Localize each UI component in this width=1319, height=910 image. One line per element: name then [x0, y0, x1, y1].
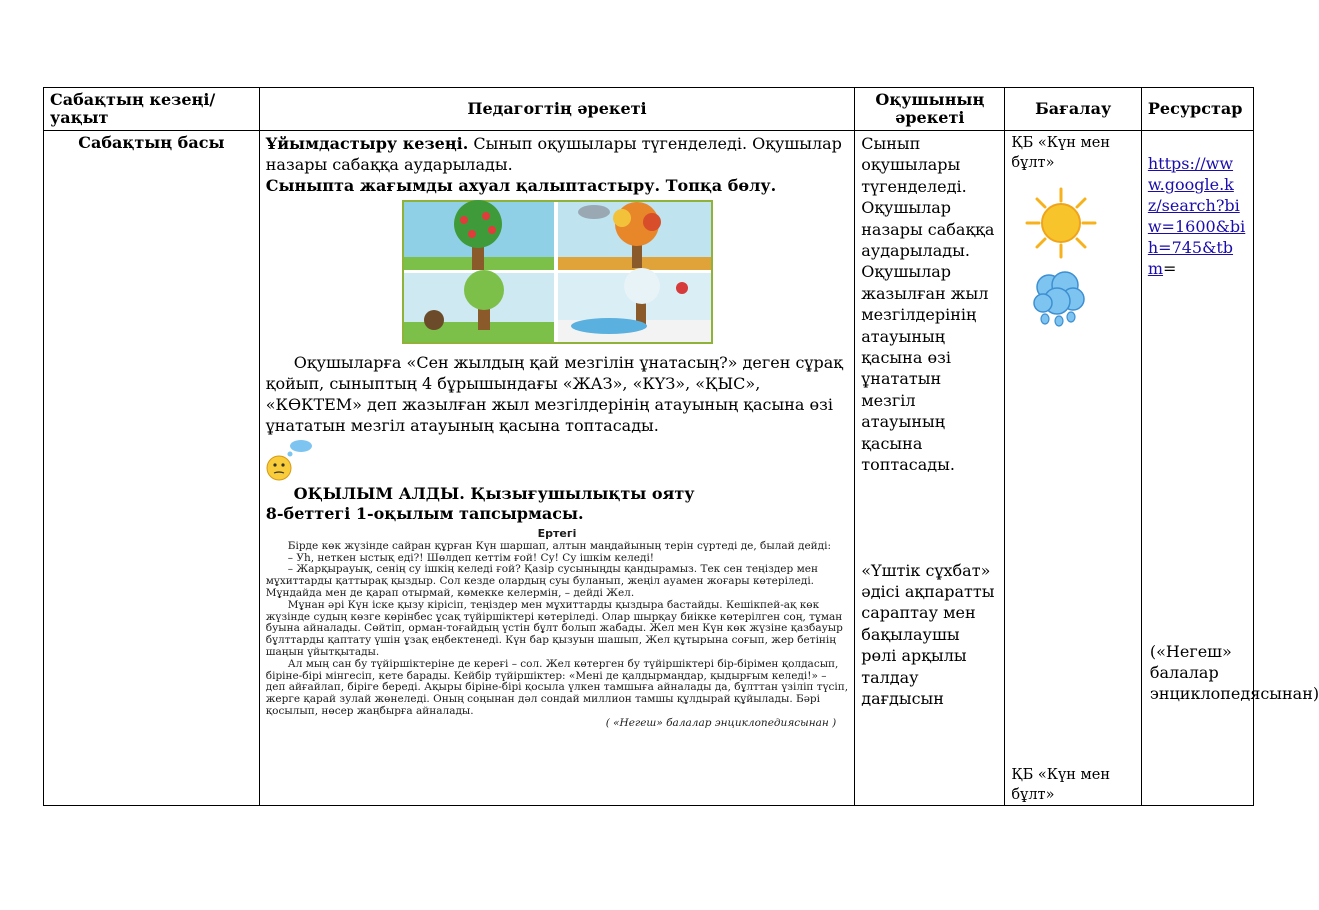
seasons-collage-image: [402, 200, 713, 344]
cloud-icon: [1031, 269, 1087, 327]
assessment-bottom: ҚБ «Күн мен бұлт»: [1011, 767, 1110, 803]
header-teacher: Педагогтің әрекеті: [259, 88, 854, 131]
instruction-text: Оқушыларға «Сен жылдың қай мезгілін ұнатасың?» деген сұрақ қойып, сыныптың 4 бұрышындағы «ЖАЗ», «КҮЗ», «ҚЫС», «КӨКТЕМ» деп жазылған жыл мезгілдерінің атауының қасына өзі ұнататын мезгіл атауының қасына топтасады.: [265, 353, 843, 435]
excerpt-line: Ал мың сан бу түйіршіктеріне де кереғі – сол. Жел көтерген бу түйіршіктері бір-бірімен қолдасып, біріне-бірі мінгесіп, кете барады. Кейбір түйіршіктер: «Мені де қалдырмаңдар, қыдырғым келеді!» – деп айғайлап, біріге береді. Ақыры біріне-бірі қосыла үлкен тамшыға айналады да, бұлттан үзіліп түсіп, жерге қарай зулай жөнеледі. Оның соңынан дәл сондай миллион тамшы құлдырай құйылады. Бәрі қосылып, нөсер жаңбырға айналады.: [265, 657, 849, 717]
resource-link-block: [1148, 153, 1247, 279]
excerpt-source: ( «Негеш» балалар энциклопедиясынан ): [605, 716, 837, 729]
student-text-1: Сынып оқушылары түгенделеді. Оқушылар назары сабаққа аударылады. Оқушылар жазылған жыл мезгілдерінің атауының қасына өзі ұнататын мезгіл атауының қасына топтасады.: [861, 134, 995, 475]
lesson-plan-table: [43, 87, 1319, 806]
thinking-block: [266, 438, 848, 484]
excerpt-title: Ертегі: [537, 527, 577, 540]
text-excerpt-image: [266, 528, 848, 730]
student-text-2: «Үштік сұхбат» әдісі ақпаратты сараптау мен бақылаушы рөлі арқылы талдау дағдысын: [861, 560, 995, 708]
teacher-cell: [259, 131, 854, 806]
assessment-cell: [1005, 131, 1141, 806]
reading-title: [266, 484, 848, 504]
excerpt-line: Бірде көк жүзінде сайран құрған Күн шаршап, алтын маңдайының терін сүртеді де, былай дейді:: [287, 539, 832, 552]
excerpt-line: – Жарқырауық, сенің су ішкің келеді ғой? Қазір сусыныңды қандырамыз. Тек сен теңіздер мен мұхиттарды қаттырақ қыздыр. Сол кезде олардың суы буланып, жеңіл ауамен жоғары көтеріледі. Мұндайда мен де қарап отырмай, көмекке келермін, – дейді Жел.: [265, 563, 818, 599]
table-header-row: [44, 88, 1254, 131]
resources-cell: [1141, 131, 1319, 806]
thinking-face-icon: [266, 438, 314, 484]
header-resources: Ресурстар: [1141, 88, 1253, 131]
excerpt-line: – Уһ, неткен ыстық еді?! Шөлдеп кеттім ғой! Су! Су ішкім келеді!: [287, 551, 655, 564]
reading-title-1: ОҚЫЛЫМ АЛДЫ. Қызығушылықты ояту: [293, 484, 695, 503]
resource-source: («Негеш» балалар энциклопедясынан): [1149, 642, 1319, 703]
resource-link-tail: =: [1163, 259, 1177, 278]
stage-cell: Сабақтың басы: [44, 131, 260, 806]
header-student: Оқушының әрекеті: [855, 88, 1005, 131]
assessment-top: ҚБ «Күн мен бұлт»: [1011, 135, 1110, 171]
header-stage: Сабақтың кезеңі/ уақыт: [44, 88, 260, 131]
excerpt-line: Мұнан әрі Күн іске қызу кірісіп, теңіздер мен мұхиттарды қыздыра бастайды. Кешікпей-ақ көк жүзінде судың көзге көрінбес ұсақ түйіршіктері көтеріледі. Олар шырқау биікке көтерілген соң, тұман буына айналады. Сөйтіп, орман-тоғайдың үстін бұлт болып жабады. Жел мен Күн көк жүзіне қазбауыр бұлттарды қаптату үшін ұзақ еңбектенеді. Күн бар қызуын шашып, Жел құтырына соғып, жер бетінің шаңын үйытқытады.: [265, 598, 843, 658]
org-text: Сынып оқушылары түгенделеді. Оқушылар назары сабаққа аударылады.: [265, 134, 842, 174]
reading-task: 8-беттегі 1-оқылым тапсырмасы.: [265, 504, 584, 523]
org-paragraph: [266, 133, 848, 175]
sun-icon: [1025, 187, 1097, 259]
table-row: [44, 131, 1254, 806]
resource-link[interactable]: https://www.google.kz/search?biw=1600&bih=745&tbm: [1147, 154, 1246, 278]
header-assessment: Бағалау: [1005, 88, 1141, 131]
student-cell: [855, 131, 1005, 806]
climate-heading: Сыныпта жағымды ахуал қалыптастыру. Топқа бөлу.: [265, 176, 777, 195]
org-title: Ұйымдастыру кезеңі.: [265, 134, 469, 153]
